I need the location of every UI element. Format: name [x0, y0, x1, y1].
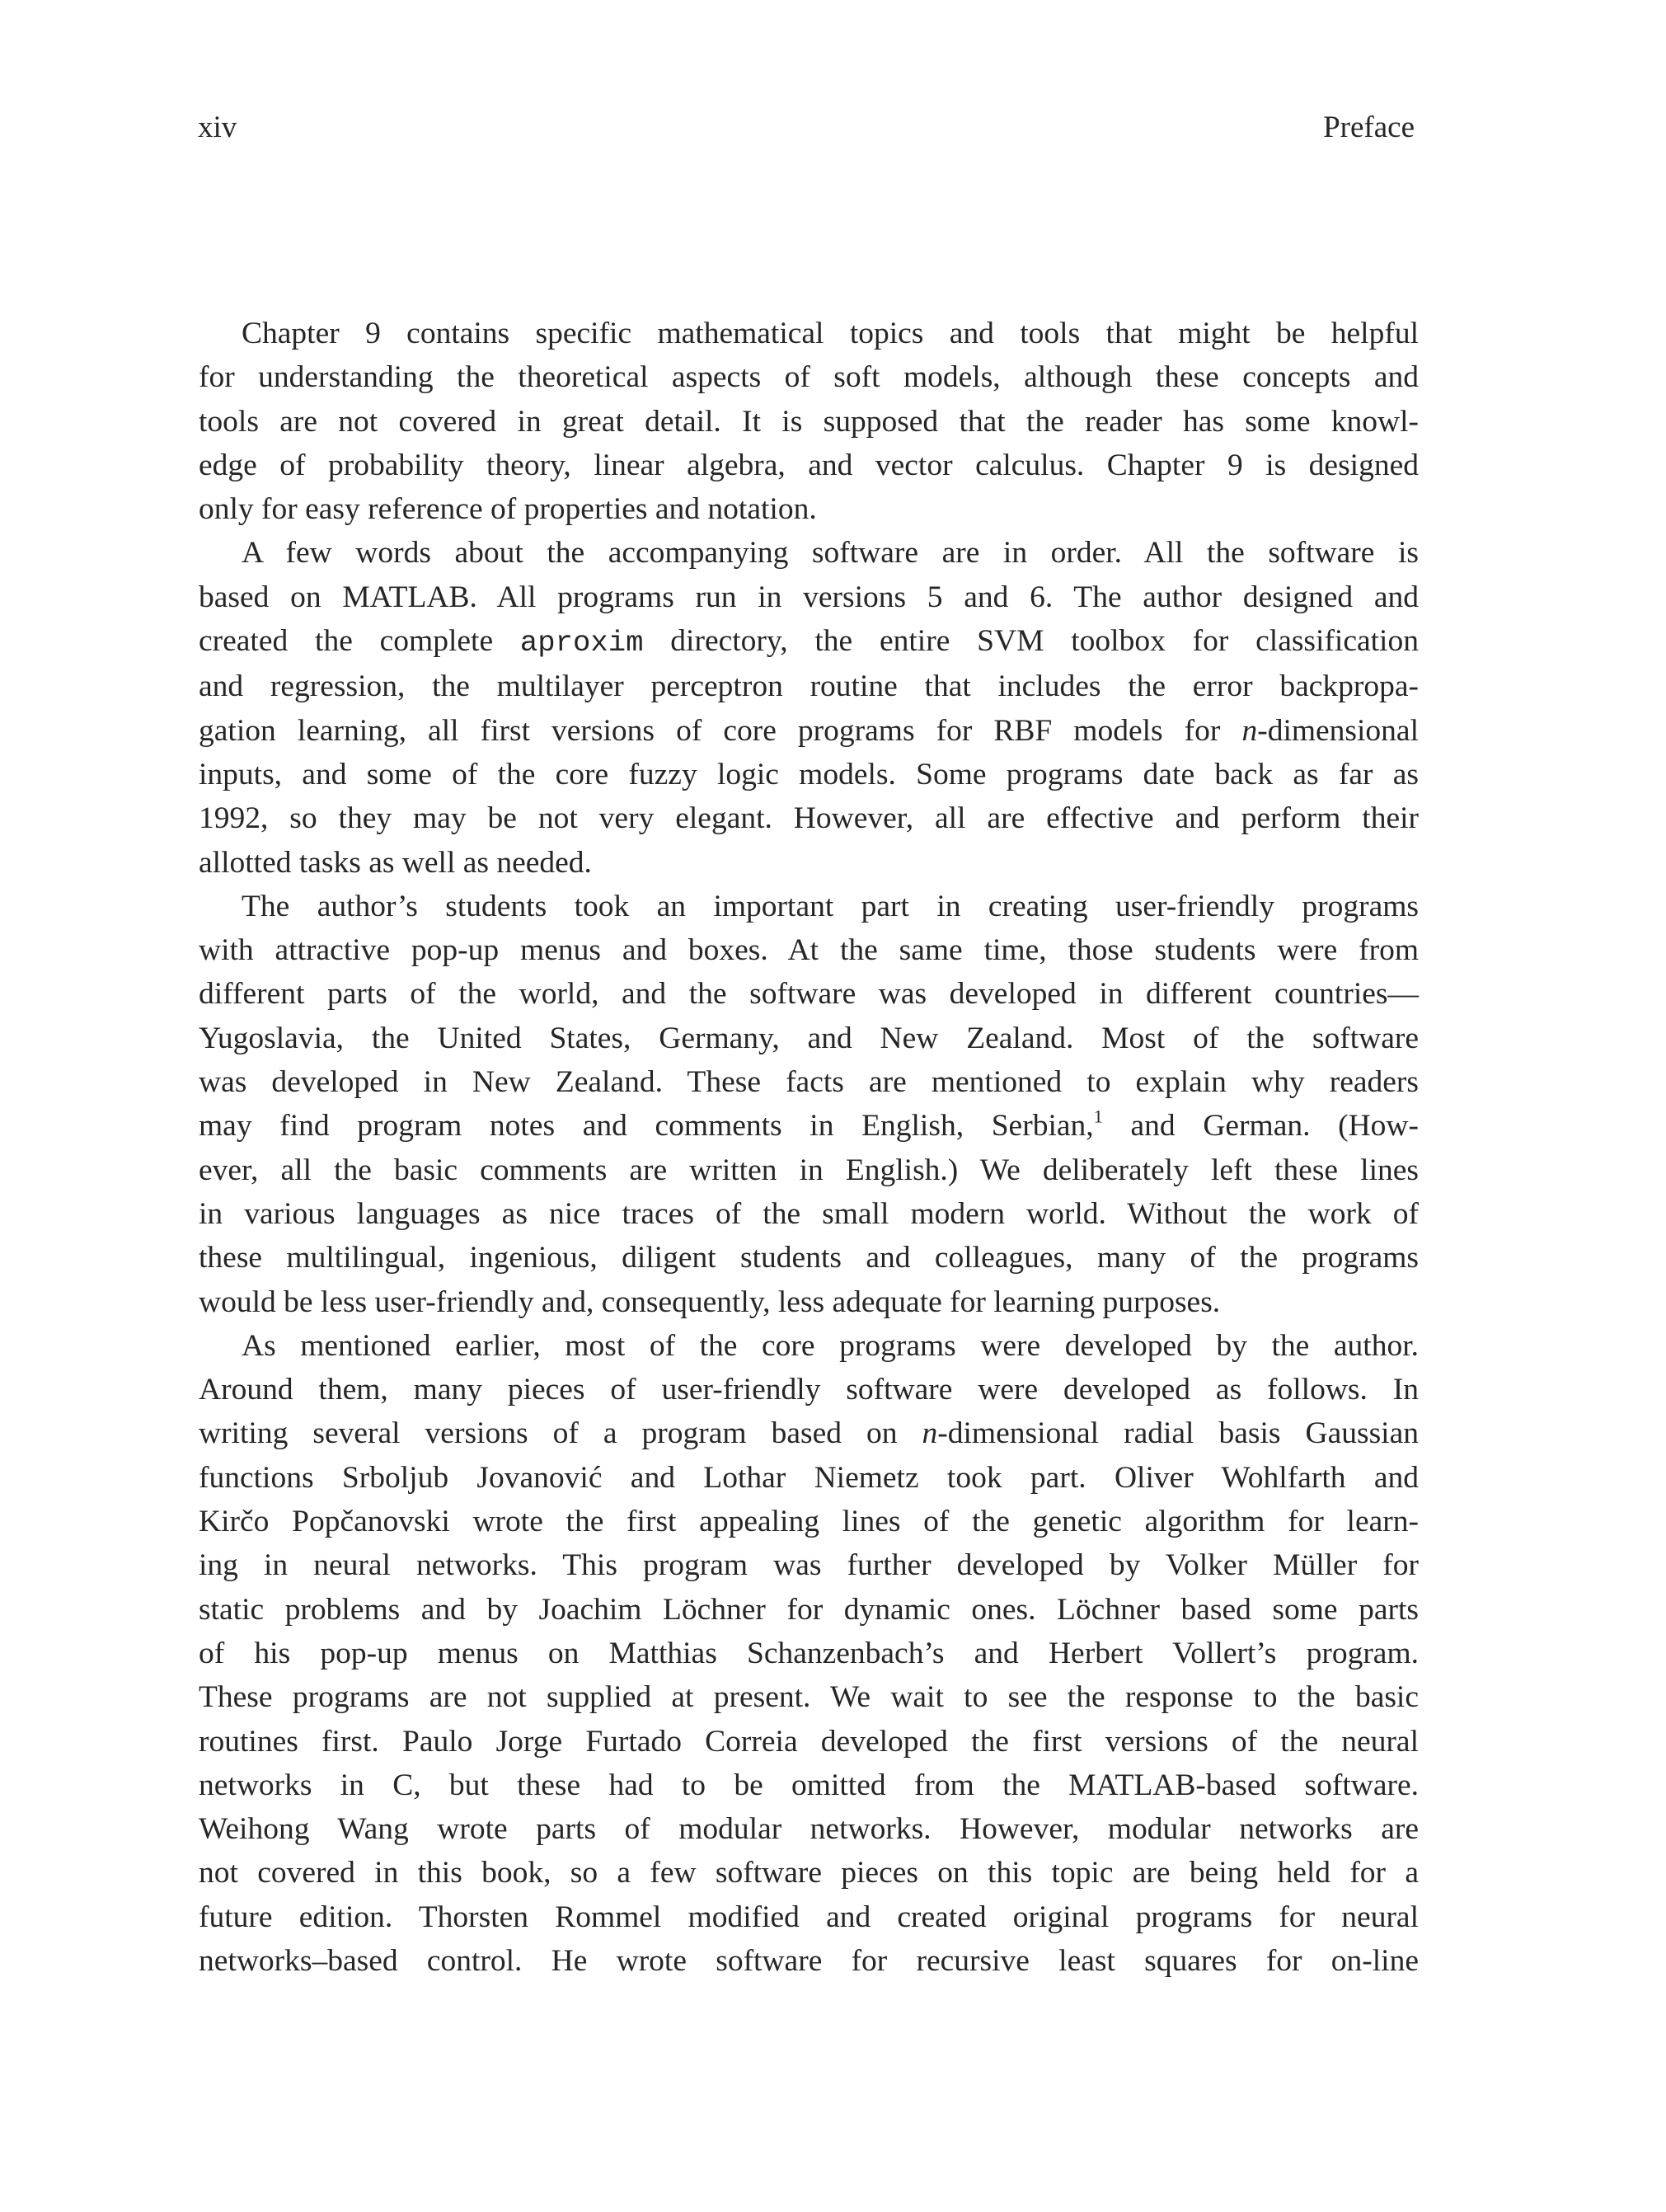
footnote-marker: 1: [1093, 1106, 1103, 1127]
text-line: Around them, many pieces of user-friendly software were developed as follows. In: [199, 1373, 1419, 1407]
text-segment: directory, the entire SVM toolbox for classification: [643, 624, 1419, 659]
text-line: inputs, and some of the core fuzzy logic models. Some programs date back as far as: [199, 757, 1419, 791]
text-line: [199, 1411, 1419, 1455]
text-line: networks–based control. He wrote software for recursive least squares for on-line: [199, 1943, 1419, 1978]
text-line: different parts of the world, and the software was developed in different countries—: [199, 977, 1419, 1012]
text-line: allotted tasks as well as needed.: [199, 845, 592, 880]
text-line: routines first. Paulo Jorge Furtado Correia developed the first versions of the neural: [199, 1724, 1419, 1759]
text-line: [199, 1104, 1419, 1148]
text-line: and regression, the multilayer perceptron routine that includes the error backpropa-: [199, 669, 1419, 704]
text-line: functions Srboljub Jovanović and Lothar Niemetz took part. Oliver Wohlfarth and: [199, 1460, 1419, 1495]
text-line: in various languages as nice traces of the small modern world. Without the work of: [199, 1196, 1419, 1231]
text-line: Weihong Wang wrote parts of modular networks. However, modular networks are: [199, 1812, 1419, 1847]
page-number: xiv: [198, 110, 237, 144]
text-line: A few words about the accompanying software are in order. All the software is: [242, 536, 1419, 571]
text-line: 1992, so they may be not very elegant. However, all are effective and perform their: [199, 801, 1419, 836]
text-line: ever, all the basic comments are written in English.) We deliberately left these lines: [199, 1153, 1419, 1187]
text-line: Yugoslavia, the United States, Germany, and New Zealand. Most of the software: [199, 1021, 1419, 1055]
text-line: networks in C, but these had to be omitted from the MATLAB-based software.: [199, 1768, 1419, 1802]
text-line: only for easy reference of properties and notation.: [199, 492, 817, 527]
text-line: As mentioned earlier, most of the core programs were developed by the author.: [242, 1328, 1419, 1363]
text-line: for understanding the theoretical aspects of soft models, although these concepts and: [199, 360, 1419, 395]
text-line: These programs are not supplied at present. We wait to see the response to the basic: [199, 1680, 1419, 1715]
text-segment: created the complete: [199, 624, 520, 659]
paragraph: [199, 1324, 1419, 1983]
text-line: not covered in this book, so a few software pieces on this topic are being held for a: [199, 1856, 1419, 1890]
text-line: Chapter 9 contains specific mathematical topics and tools that might be helpful: [242, 317, 1419, 350]
paragraph: [199, 312, 1419, 531]
text-segment: and German. (How-: [1102, 1109, 1419, 1144]
code-term: aproxim: [519, 626, 644, 660]
text-segment: may find program notes and comments in English, Serbian,: [199, 1109, 1094, 1144]
text-line: was developed in New Zealand. These facts are mentioned to explain why readers: [199, 1065, 1419, 1100]
text-segment: gation learning, all first versions of core programs for RBF models for: [199, 713, 1242, 748]
text-line: based on MATLAB. All programs run in versions 5 and 6. The author designed and: [199, 580, 1419, 614]
math-variable: n: [922, 1416, 938, 1451]
text-line: of his pop-up menus on Matthias Schanzenbach’s and Herbert Vollert’s program.: [199, 1636, 1419, 1670]
text-line: tools are not covered in great detail. It is supposed that the reader has some knowl-: [199, 404, 1419, 439]
text-segment: -dimensional radial basis Gaussian: [937, 1416, 1419, 1451]
text-line: future edition. Thorsten Rommel modified and created original programs for neural: [199, 1900, 1419, 1934]
paragraph: [199, 531, 1419, 884]
text-segment: writing several versions of a program based on: [199, 1416, 922, 1451]
math-variable: n: [1241, 713, 1258, 748]
text-segment: -dimensional: [1257, 713, 1419, 748]
text-line: ing in neural networks. This program was further developed by Volker Müller for: [199, 1548, 1419, 1583]
text-line: edge of probability theory, linear algebra, and vector calculus. Chapter 9 is designed: [199, 448, 1419, 482]
text-line: [199, 619, 1419, 665]
paragraph: [199, 885, 1419, 1324]
text-line: [199, 709, 1419, 753]
text-line: Kirčo Popčanovski wrote the first appealing lines of the genetic algorithm for learn-: [199, 1505, 1419, 1539]
text-line: with attractive pop-up menus and boxes. At the same time, those students were from: [199, 933, 1419, 968]
running-header: Preface: [1323, 110, 1415, 144]
body-text: [199, 312, 1419, 1983]
text-line: these multilingual, ingenious, diligent students and colleagues, many of the programs: [199, 1241, 1419, 1275]
text-line: The author’s students took an important part in creating user-friendly programs: [242, 889, 1419, 923]
text-line: static problems and by Joachim Löchner for dynamic ones. Löchner based some parts: [199, 1592, 1419, 1627]
text-line: would be less user-friendly and, consequently, less adequate for learning purposes.: [199, 1284, 1221, 1319]
